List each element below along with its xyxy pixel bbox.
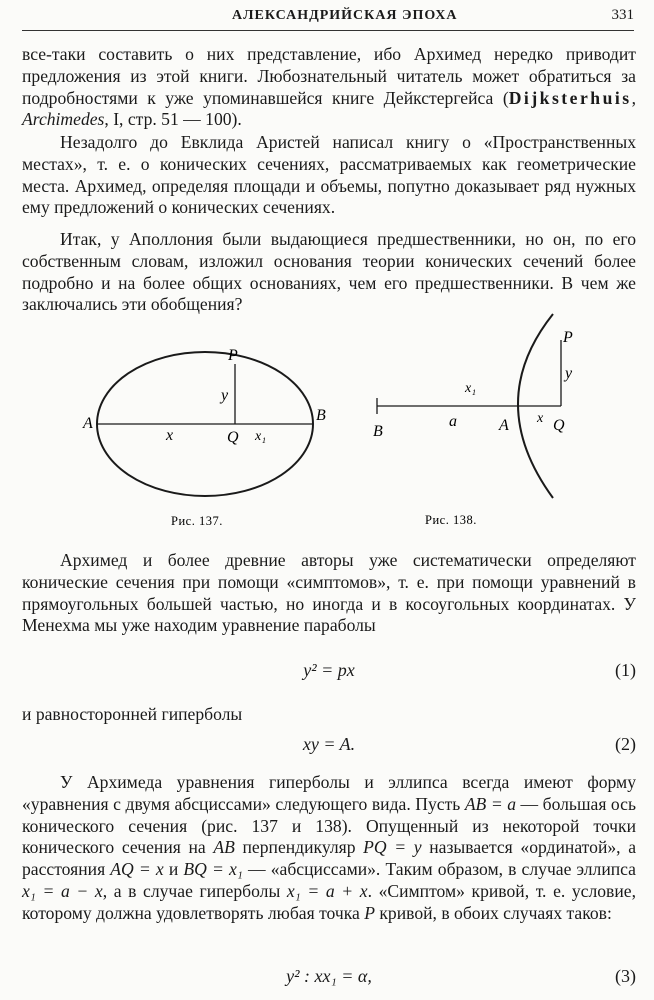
p6-text-b: — большая ось конического сечения (рис. 137 и 138). Опущенный из некоторой точки конического сечения на [22, 793, 636, 858]
equation-2-formula: xy = A. [302, 734, 356, 754]
label-Q: Q [227, 429, 239, 446]
p6-text-c: перпендикуляр [234, 837, 364, 858]
math-p: P [364, 902, 375, 923]
p6-text-i: кривой, в обоих случаях таков: [374, 902, 612, 923]
math-ab2: AB [213, 837, 235, 858]
p6-text-g: , а в случае гиперболы [102, 880, 287, 901]
math-aq: AQ = x [110, 859, 164, 880]
label-a: a [449, 413, 457, 430]
equation-3-number: (3) [615, 966, 636, 986]
p6-text-a: У Архимеда уравнения гиперболы и эллипса всегда имеют форму «уравнения с двумя абсциссами» следующего вида. Пусть [22, 772, 636, 814]
label-x: x [166, 427, 174, 444]
math-pq: PQ = y [363, 837, 422, 858]
running-title: АЛЕКСАНДРИЙСКАЯ ЭПОХА [232, 8, 458, 23]
label-y: y [565, 365, 573, 382]
p6-text-e: и [163, 859, 184, 880]
paragraph-3: Итак, у Аполлония были выдающиеся предшественники, но он, по его собственным словам, изложил основания теории конических сечений более подробно и на более общих основаниях, чем его предшественники. В чем же заключались эти обобщения? [22, 229, 636, 315]
caption-138: Рис. 138. [425, 513, 477, 527]
paragraph-1-text: все-таки составить о них представление, ибо Архимед нередко приводит предложения из этой книги. Любознательный читатель может обратиться за подробностями к уже упоминавшейся книге Дейкстергейса ( [22, 44, 636, 108]
separator: , [631, 87, 636, 108]
reference-pages: , I, стр. 51 — 100). [104, 109, 242, 130]
equation-1-formula: y² = px [303, 660, 355, 680]
label-y: y [221, 387, 229, 404]
label-A: A [83, 415, 93, 432]
label-x1: x₁ [465, 381, 477, 396]
paragraph-1 [22, 44, 636, 131]
label-Q: Q [553, 417, 565, 434]
equation-2 [22, 734, 636, 760]
label-A: A [499, 417, 509, 434]
math-ellipse-relation: x₁ = a − x [22, 880, 103, 901]
label-B: B [316, 407, 326, 424]
label-x1: x₁ [255, 429, 267, 444]
figure-137-ellipse [80, 338, 330, 538]
page-header [22, 6, 634, 31]
label-B: B [373, 423, 383, 440]
paragraph-6 [22, 772, 636, 925]
page-number: 331 [611, 7, 634, 23]
math-ab: AB = a [464, 793, 517, 814]
equation-3 [22, 966, 636, 992]
label-P: P [228, 347, 238, 364]
figure-138-hyperbola [365, 312, 595, 532]
caption-137: Рис. 137. [171, 514, 223, 528]
paragraph-4: Архимед и более древние авторы уже систематически определяют конические сечения при помощи «симптомов», т. е. при помощи уравнений в прямоугольных большей частью, но иногда и в косоугольных координатах. У Менехма мы уже находим уравнение параболы [22, 550, 636, 636]
equation-2-number: (2) [615, 734, 636, 754]
p6-text-d: называется «ординатой», а расстояния [22, 837, 637, 880]
label-P: P [563, 329, 573, 346]
math-bq: BQ = x₁ [183, 859, 243, 880]
equation-1 [22, 660, 636, 686]
author-name: Dijksterhuis [508, 87, 632, 108]
paragraph-2: Незадолго до Евклида Аристей написал книгу о «Пространственных местах», т. е. о конических сечениях, рассматриваемых как геометрические места. Архимед, определяя площади и объемы, попутно доказывает ряд нужных ему предложений о конических сечениях. [22, 132, 636, 218]
equation-3-formula: y² : xx₁ = α, [286, 966, 372, 986]
label-x: x [537, 411, 544, 426]
equation-1-number: (1) [615, 660, 636, 680]
book-title: Archimedes [22, 109, 105, 130]
paragraph-5: и равносторонней гиперболы [22, 704, 243, 724]
p6-text-f: — «абсциссами». Таким образом, в случае эллипса [242, 859, 636, 880]
math-hyperbola-relation: x₁ = a + x [286, 880, 368, 901]
p6-text-h: . «Симптом» кривой, т. е. условие, которому должна удовлетворять любая точка [22, 880, 636, 923]
